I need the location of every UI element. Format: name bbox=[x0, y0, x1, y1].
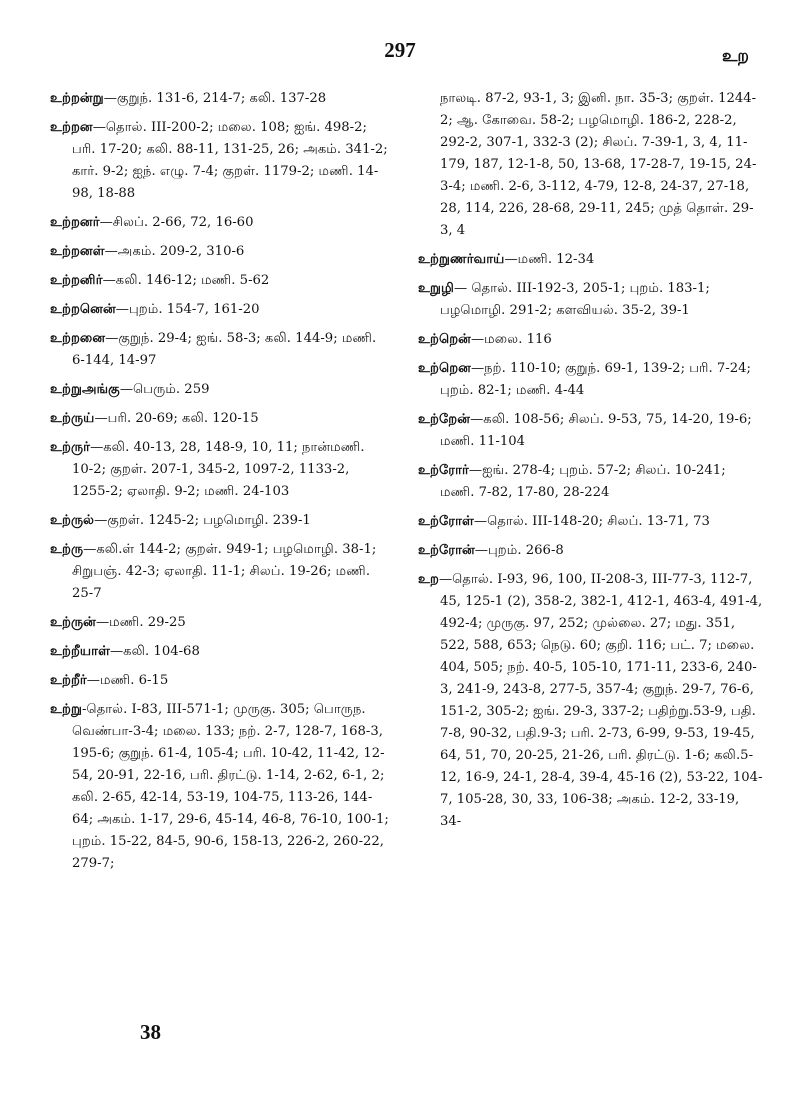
entry-references: —நற். 110-10; குறுந். 69-1, 139-2; பரி. 7-24; புறம். 82-1; மணி. 4-44 bbox=[440, 361, 751, 398]
entry-headword: உற்றென் bbox=[418, 332, 471, 347]
entry-references: — தொல். III-192-3, 205-1; புறம். 183-1; பழமொழி. 291-2; களவியல். 35-2, 39-1 bbox=[440, 281, 710, 318]
index-entry bbox=[50, 212, 390, 234]
entry-references: —தொல். I-93, 96, 100, II-208-3, III-77-3, 112-7, 45, 125-1 (2), 358-2, 382-1, 412-1, 463-4, 491-4, 492-4; முருகு. 97, 252; முல்லை. 27; மது. 351, 522, 588, 653; நெடு. 60; குறி. 116; பட். 7; மலை. 404, 505; நற். 40-5, 105-10, 171-11, 233-6, 240-3, 241-9, 243-8, 277-5, 357-4; குறுந். 29-7, 76-6, 151-2, 305-2; ஐங். 29-3, 337-2; பதிற்று.53-9, பதி. 7-8, 90-32, பதி.9-3; பரி. 2-73, 6-99, 9-53, 19-45, 64, 51, 70, 20-25, 21-26, பரி. திரட்டு. 1-6; கலி.5-12, 16-9, 24-1, 28-4, 39-4, 45-16 (2), 53-22, 104-7, 105-28, 30, 33, 106-38; அகம். 12-2, 33-19, 34- bbox=[438, 572, 763, 829]
entry-references: —புறம். 154-7, 161-20 bbox=[115, 302, 260, 317]
entry-headword: உற்ரோள் bbox=[418, 514, 474, 529]
entry-headword: உற்றனள் bbox=[50, 244, 105, 259]
entry-references: -தொல். I-83, III-571-1; முருகு. 305; பொருந. வெண்பா-3-4; மலை. 133; நற். 2-7, 128-7, 168-3, 195-6; குறுந். 61-4, 105-4; பரி. 10-42, 11-42, 12-54, 20-91, 22-16, பரி. திரட்டு. 1-14, 2-62, 6-1, 2; கலி. 2-65, 42-14, 53-19, 104-75, 113-26, 144-64; அகம். 1-17, 29-6, 45-14, 46-8, 76-10, 100-1; புறம். 15-22, 84-5, 90-6, 158-13, 226-2, 260-22, 279-7; bbox=[72, 702, 389, 871]
entry-headword: உற்ரோர் bbox=[418, 463, 469, 478]
entry-references: —கலி. 146-12; மணி. 5-62 bbox=[102, 273, 270, 288]
entry-references: —மணி. 6-15 bbox=[86, 673, 169, 688]
index-entry bbox=[50, 270, 390, 292]
page-number: 297 bbox=[384, 38, 416, 62]
index-entry bbox=[50, 408, 390, 430]
index-entry bbox=[418, 460, 763, 504]
index-entry bbox=[50, 117, 390, 205]
entry-headword: உற்றுஅங்கு bbox=[50, 382, 120, 397]
entry-headword: உற்றென bbox=[418, 361, 471, 376]
entry-references: —மணி. 12-34 bbox=[504, 252, 595, 267]
entry-references: —சிலப். 2-66, 72, 16-60 bbox=[99, 215, 254, 230]
entry-headword: உற்றன்று bbox=[50, 91, 104, 106]
entry-references: —தொல். III-200-2; மலை. 108; ஐங். 498-2; பரி. 17-20; கலி. 88-11, 131-25, 26; அகம். 341-2; கார். 9-2; ஐந். எழு. 7-4; குறள். 1179-2; மணி. 14-98, 18-88 bbox=[72, 120, 388, 201]
index-entry bbox=[418, 249, 763, 271]
entry-headword: உற்ருர் bbox=[50, 440, 91, 455]
index-entry bbox=[418, 511, 763, 533]
index-entry bbox=[50, 88, 390, 110]
right-column bbox=[418, 88, 763, 840]
entry-headword: உற்ருல் bbox=[50, 513, 95, 528]
index-entry bbox=[50, 670, 390, 692]
entry-headword: உற்ருய் bbox=[50, 411, 95, 426]
entry-references: —கலி. 104-68 bbox=[109, 644, 200, 659]
index-entry bbox=[50, 699, 390, 875]
index-entry bbox=[50, 241, 390, 263]
index-entry bbox=[50, 539, 390, 605]
index-entry bbox=[418, 569, 763, 833]
entry-headword: உற்றனிர் bbox=[50, 273, 103, 288]
entry-headword: உற்று bbox=[50, 702, 82, 717]
entry-references: —தொல். III-148-20; சிலப். 13-71, 73 bbox=[473, 514, 710, 529]
footer-number: 38 bbox=[140, 1020, 161, 1044]
index-entry bbox=[418, 540, 763, 562]
index-entry bbox=[50, 299, 390, 321]
entry-headword: உற்ருன் bbox=[50, 615, 96, 630]
entry-headword: உற்றுணர்வாய் bbox=[418, 252, 505, 267]
index-entry bbox=[418, 409, 763, 453]
left-column bbox=[50, 88, 390, 882]
index-entry bbox=[50, 641, 390, 663]
index-entry bbox=[418, 329, 763, 351]
index-entry bbox=[50, 437, 390, 503]
entry-references: —புறம். 266-8 bbox=[474, 543, 564, 558]
index-entry bbox=[418, 358, 763, 402]
index-entry bbox=[50, 510, 390, 532]
entry-headword: உற்றீர் bbox=[50, 673, 87, 688]
entry-references: —கலி. 40-13, 28, 148-9, 10, 11; நான்மணி. 10-2; குறள். 207-1, 345-2, 1097-2, 1133-2, 1255-2; ஏலாதி. 9-2; மணி. 24-103 bbox=[72, 440, 365, 499]
entry-references: —பரி. 20-69; கலி. 120-15 bbox=[94, 411, 259, 426]
entry-references: நாலடி. 87-2, 93-1, 3; இனி. நா. 35-3; குறள். 1244-2; ஆ. கோவை. 58-2; பழமொழி. 186-2, 228-2, 292-2, 307-1, 332-3 (2); சிலப். 7-39-1, 3, 4, 11-179, 187, 12-1-8, 50, 13-68, 17-28-7, 19-15, 24-3-4; மணி. 2-6, 3-112, 4-79, 12-8, 24-37, 27-18, 28, 114, 226, 28-68, 29-11, 245; முத் தொள். 29-3, 4 bbox=[440, 91, 757, 238]
entry-headword: உற்றனர் bbox=[50, 215, 100, 230]
entry-headword: உற்றீயாள் bbox=[50, 644, 110, 659]
header-word: உற bbox=[722, 46, 749, 66]
entry-references: —குறுந். 29-4; ஐங். 58-3; கலி. 144-9; மணி. 6-144, 14-97 bbox=[72, 331, 377, 368]
entry-headword: உற்ரோன் bbox=[418, 543, 475, 558]
index-entry bbox=[50, 379, 390, 401]
entry-references: —பெரும். 259 bbox=[119, 382, 210, 397]
entry-headword: உறுழி bbox=[418, 281, 454, 296]
entry-references: —மலை. 116 bbox=[470, 332, 552, 347]
entry-references: —ஐங். 278-4; புறம். 57-2; சிலப். 10-241; மணி. 7-82, 17-80, 28-224 bbox=[440, 463, 726, 500]
entry-headword: உற்றன bbox=[50, 120, 93, 135]
entry-headword: உற்றனென் bbox=[50, 302, 116, 317]
entry-headword: உற்றனை bbox=[50, 331, 106, 346]
index-entry bbox=[418, 278, 763, 322]
index-entry bbox=[50, 612, 390, 634]
entry-references: —அகம். 209-2, 310-6 bbox=[104, 244, 245, 259]
entry-references: —கலி.ள் 144-2; குறள். 949-1; பழமொழி. 38-1; சிறுபஞ். 42-3; ஏலாதி. 11-1; சிலப். 19-26; மணி. 25-7 bbox=[72, 542, 377, 601]
entry-references: —கலி. 108-56; சிலப். 9-53, 75, 14-20, 19-6; மணி. 11-104 bbox=[440, 412, 752, 449]
index-entry bbox=[50, 328, 390, 372]
entry-references: —குறள். 1245-2; பழமொழி. 239-1 bbox=[94, 513, 311, 528]
entry-headword: உற்றேன் bbox=[418, 412, 471, 427]
entry-headword: உற bbox=[418, 572, 439, 587]
entry-references: —குறுந். 131-6, 214-7; கலி. 137-28 bbox=[103, 91, 327, 106]
entry-headword: உற்ரு bbox=[50, 542, 84, 557]
entry-references: —மணி. 29-25 bbox=[95, 615, 186, 630]
index-entry bbox=[418, 88, 763, 242]
